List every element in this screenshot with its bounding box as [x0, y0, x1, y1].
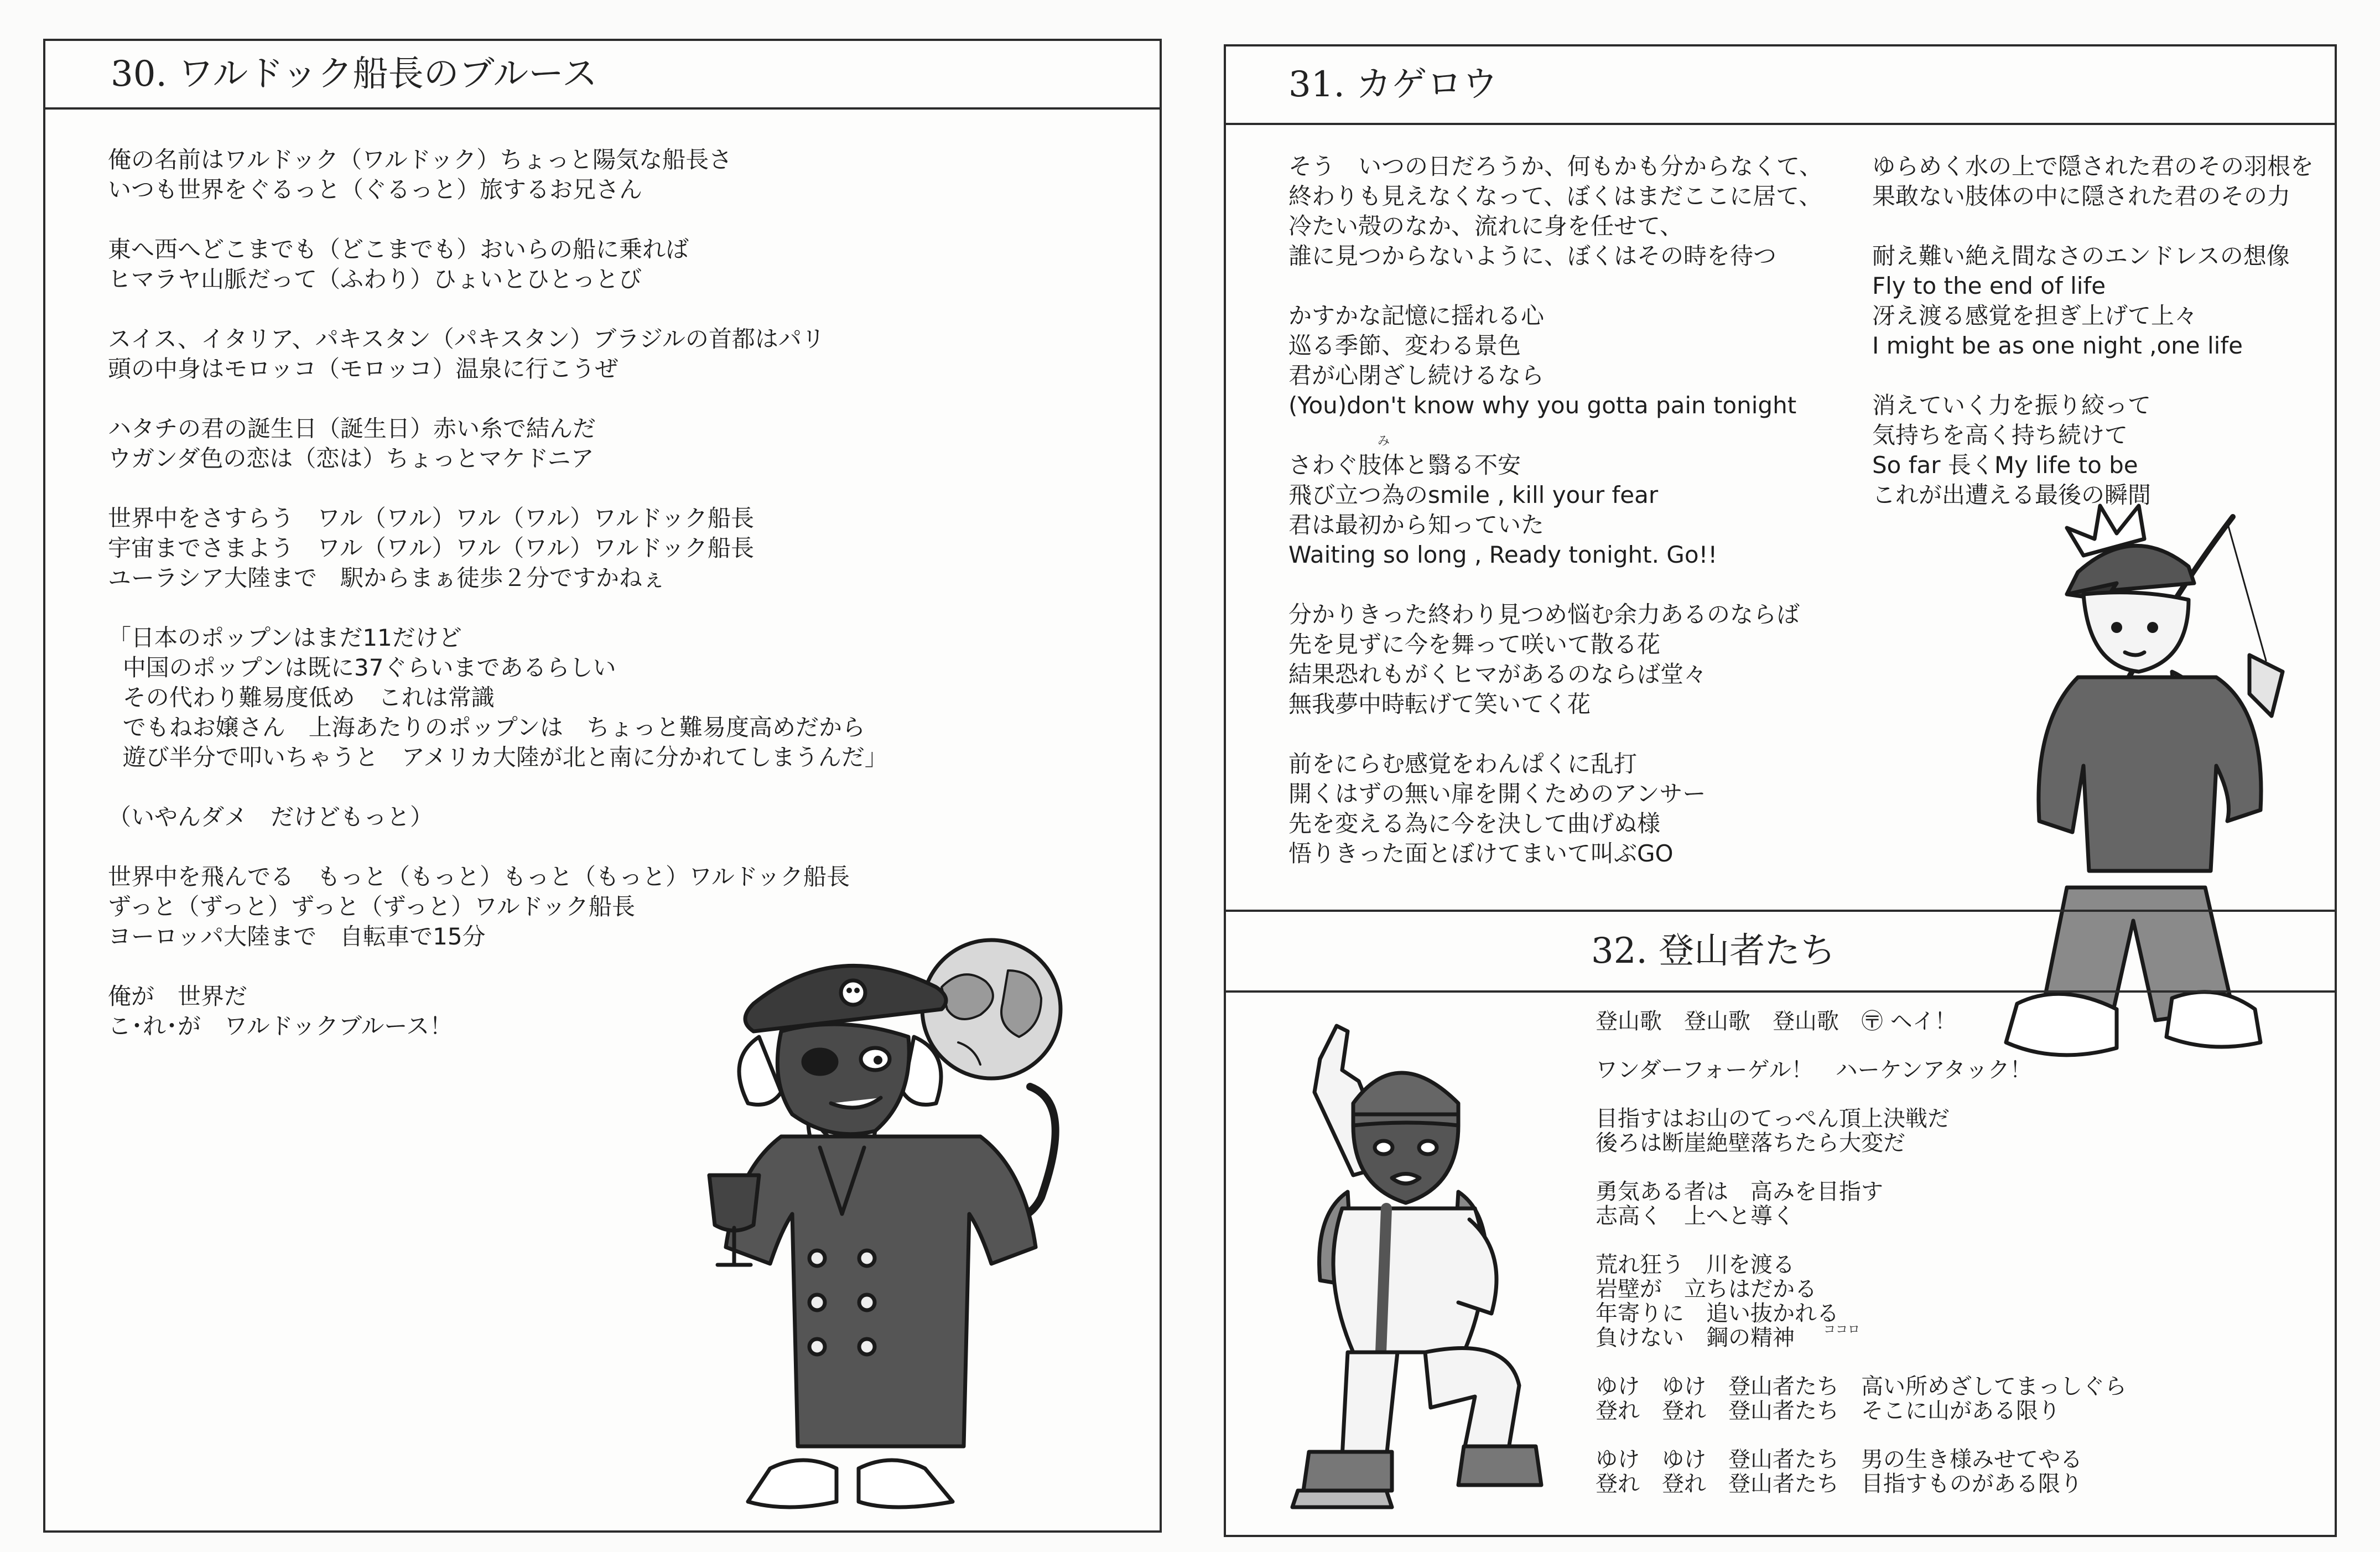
song-title: 31. カゲロウ	[1288, 64, 1498, 105]
lyric-line: 宇宙までさまよう ワル（ワル）ワル（ワル）ワルドック船長	[108, 534, 755, 562]
lyric-line: (You)don't know why you gotta pain tonight	[1288, 392, 1797, 419]
stanza-gap	[108, 384, 888, 414]
lyric-line: いつも世界をぐるっと（ぐるっと）旅するお兄さん	[108, 176, 643, 203]
stanza-gap	[1596, 1350, 2127, 1374]
lyric-line: 頭の中身はモロッコ（モロッコ）温泉に行こうぜ	[108, 355, 619, 382]
stanza-gap	[1596, 1155, 2127, 1180]
stanza-gap	[1596, 1082, 2127, 1107]
lyric-line: ハタチの君の誕生日（誕生日）赤い糸で結んだ	[108, 415, 596, 442]
stanza-gap	[1596, 1034, 2127, 1058]
stanza-gap	[108, 832, 888, 862]
song-panel-31-32	[1224, 44, 2337, 1537]
lyric-line: これが出遭える最後の瞬間	[1872, 481, 2152, 508]
lyric-line: こ･れ･が ワルドックブルース！	[108, 1013, 453, 1040]
stanza-gap	[1872, 211, 2314, 241]
lyric-line: 負けない 鋼の精神	[1596, 1325, 1795, 1351]
lyric-line: 先を変える為に今を決して曲げぬ様	[1288, 810, 1661, 837]
stanza-gap	[1288, 570, 1822, 600]
stanza-gap	[108, 772, 888, 802]
song-title-bar	[1226, 912, 2335, 993]
lyric-line: スイス、イタリア、パキスタン（パキスタン）ブラジルの首都はパリ	[108, 325, 825, 352]
lyric-line: 巡る季節、変わる景色	[1288, 332, 1521, 359]
lyric-line: 開くはずの無い扉を開くためのアンサー	[1288, 780, 1706, 807]
lyric-line: 岩壁が 立ちはだかる	[1596, 1276, 1817, 1302]
lyric-line: ユーラシア大陸まで 駅からまぁ徒歩２分ですかねぇ	[108, 564, 666, 591]
lyric-line: 後ろは断崖絶壁落ちたら大変だ	[1596, 1130, 1905, 1156]
mountain-climber-illustration	[1259, 1009, 1569, 1518]
lyric-line: 「日本のポップンはまだ11だけど	[108, 624, 462, 651]
lyric-line: 君が心閉ざし続けるなら	[1288, 362, 1545, 389]
lyric-line: でもねお嬢さん 上海あたりのポップンは ちょっと難易度高めだから	[108, 714, 866, 741]
ruby-annotation: ココロ	[1823, 1323, 1861, 1337]
lyric-line: 勇気ある者は 高みを目指す	[1596, 1179, 1883, 1205]
lyric-line: 無我夢中時転げて笑いてく花	[1288, 691, 1591, 718]
lyric-line: ワンダーフォーゲル！ ハーケンアタック！	[1596, 1057, 2032, 1083]
lyric-line: 前をにらむ感覚をわんぱくに乱打	[1288, 750, 1638, 777]
lyric-line: 先を見ずに今を舞って咲いて散る花	[1288, 631, 1661, 658]
lyric-line: 果敢ない肢体の中に隠された君のその力	[1872, 183, 2291, 210]
lyric-line: 遊び半分で叩いちゃうと アメリカ大陸が北と南に分かれてしまうんだ」	[108, 744, 888, 771]
stanza-gap	[108, 205, 888, 235]
lyrics-block	[1596, 1009, 2127, 1496]
song-title: 32. 登山者たち	[1591, 931, 1836, 972]
song-panel-30	[43, 39, 1162, 1533]
lyric-line: 中国のポップンは既に37ぐらいまであるらしい	[108, 654, 616, 681]
lyric-line: 世界中をさすらう ワル（ワル）ワル（ワル）ワルドック船長	[108, 505, 755, 532]
lyric-line: 冷たい殻のなか、流れに身を任せて、	[1288, 212, 1683, 240]
lyric-line: 悟りきった面とぼけてまいて叫ぶGO	[1288, 840, 1674, 867]
lyric-line: 消えていく力を振り絞って	[1872, 392, 2152, 419]
lyric-line: So far 長くMy life to be	[1872, 451, 2138, 479]
lyrics-column-left	[1288, 152, 1822, 869]
lyric-line: ヨーロッパ大陸まで 自転車で15分	[108, 923, 486, 950]
lyric-line: ゆけ ゆけ 登山者たち 男の生き様みせてやる	[1596, 1447, 2082, 1472]
lyric-line: 登山歌 登山歌 登山歌 〶 ヘイ！	[1596, 1009, 1957, 1034]
lyric-line: そう いつの日だろうか、何もかも分からなくて、	[1288, 153, 1823, 180]
song-title-bar	[45, 41, 1160, 110]
lyric-line: 気持ちを高く持ち続けて	[1872, 422, 2128, 449]
lyrics-column-right	[1872, 152, 2314, 510]
lyric-line: Waiting so long , Ready tonight. Go!!	[1288, 541, 1718, 568]
lyric-line: ゆけ ゆけ 登山者たち 高い所めざしてまっしぐら	[1596, 1374, 2127, 1399]
stanza-gap	[108, 474, 888, 504]
lyrics-block	[108, 145, 888, 1041]
lyric-line: 目指すはお山のてっぺん頂上決戦だ	[1596, 1106, 1950, 1131]
lyric-line: 結果恐れもがくヒマがあるのならば堂々	[1288, 661, 1707, 688]
lyric-line: Fly to the end of life	[1872, 272, 2106, 299]
stanza-gap	[1288, 271, 1822, 301]
lyric-line: 俺が 世界だ	[108, 983, 248, 1010]
lyric-line: （いやんダメ だけどもっと）	[108, 803, 434, 830]
lyric-line: 荒れ狂う 川を渡る	[1596, 1252, 1795, 1278]
stanza-gap	[108, 593, 888, 623]
lyric-line: 志高く 上へと導く	[1596, 1203, 1795, 1229]
stanza-gap	[1872, 361, 2314, 391]
lyric-line: ゆらめく水の上で隠された君のその羽根を	[1872, 153, 2314, 180]
lyric-line: 東へ西へどこまでも（どこまでも）おいらの船に乗れば	[108, 236, 689, 263]
lyric-line: 世界中を飛んでる もっと（もっと）もっと（もっと）ワルドック船長	[108, 863, 850, 890]
lyric-line: 登れ 登れ 登山者たち そこに山がある限り	[1596, 1398, 2060, 1424]
lyric-line: I might be as one night ,one life	[1872, 332, 2243, 359]
lyric-line: 年寄りに 追い抜かれる	[1596, 1301, 1839, 1326]
lyric-line: 俺の名前はワルドック（ワルドック）ちょっと陽気な船長さ	[108, 146, 732, 173]
lyric-line: 飛び立つ為のsmile , kill your fear	[1288, 481, 1659, 508]
stanza-gap	[1288, 421, 1822, 450]
ruby-annotation: み	[1378, 434, 1390, 448]
lyric-line: 君は最初から知っていた	[1288, 511, 1545, 538]
lyric-line: 登れ 登れ 登山者たち 目指すものがある限り	[1596, 1471, 2082, 1497]
pirate-captain-illustration	[698, 926, 1130, 1524]
lyric-line: 耐え難い絶え間なさのエンドレスの想像	[1872, 242, 2290, 269]
lyric-line: かすかな記憶に揺れる心	[1288, 302, 1545, 329]
lyric-line: その代わり難易度低め これは常識	[108, 684, 495, 711]
lyric-line: 分かりきった終わり見つめ悩む余力あるのならば	[1288, 601, 1800, 628]
lyric-line: 終わりも見えなくなって、ぼくはまだここに居て、	[1288, 183, 1822, 210]
lyric-line: ずっと（ずっと）ずっと（ずっと）ワルドック船長	[108, 893, 635, 920]
lyric-line: ウガンダ色の恋は（恋は）ちょっとマケドニア	[108, 445, 594, 472]
lyric-line: さわぐ肢体と翳る不安	[1288, 451, 1521, 479]
song-title: 30. ワルドック船長のブルース	[111, 54, 597, 95]
stanza-gap	[108, 294, 888, 324]
lyric-line: 冴え渡る感覚を担ぎ上げて上々	[1872, 302, 2198, 329]
song-title-bar	[1226, 46, 2335, 125]
lyric-line: ヒマラヤ山脈だって（ふわり）ひょいとひとっとび	[108, 266, 642, 293]
stanza-gap	[1596, 1228, 2127, 1253]
lyric-line: 誰に見つからないように、ぼくはその時を待つ	[1288, 242, 1777, 269]
stanza-gap	[1288, 719, 1822, 749]
stanza-gap	[1596, 1423, 2127, 1447]
